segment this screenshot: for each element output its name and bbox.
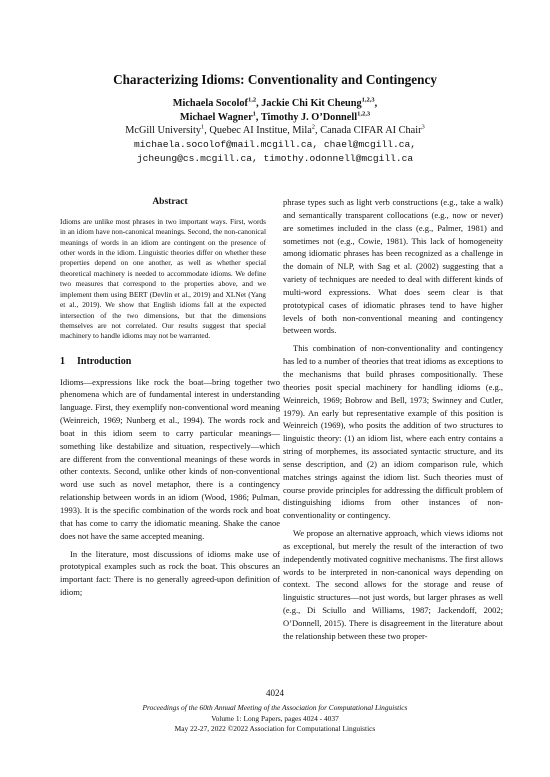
affil-marker: 1,2	[247, 96, 257, 104]
section-heading	[60, 356, 280, 369]
author-name: Michael Wagner	[179, 111, 253, 123]
paragraph: Idioms—expressions like rock the boat—bring together two phenomena which are of fundamental interest in understanding language. First, they exemplify non-conventional word meaning (Weinreich, 1969; Nunberg et al., 1994). The words rock and boat in this idiom seem to carry particular meanings—something like destabilize and situation, respectively—which are different from the conventional meanings of these words in other contexts. Second, unlike other kinds of non-conventional word use such as novel metaphor, there is a contingency relationship between words in an idiom (Wood, 1986; Pulman, 1993). It is the specific combination of the words rock and boat that has come to carry the idiomatic meaning. Shake the canoe does not have the same accepted meaning.	[60, 376, 280, 541]
right-column	[283, 196, 503, 643]
affil-marker: 1,2,3	[357, 110, 371, 118]
author-block	[0, 97, 550, 166]
affil-marker: 3	[421, 123, 425, 131]
footer-line: Volume 1: Long Papers, pages 4024 - 4037	[211, 713, 339, 723]
affil-text: McGill University	[125, 125, 202, 137]
footer-line: May 22-27, 2022 ©2022 Association for Computational Linguistics	[174, 724, 376, 734]
section-title: Introduction	[77, 355, 132, 367]
paragraph: phrase types such as light verb constructions (e.g., take a walk) and semantically transparent collocations (e.g., now or never) are sometimes included in the class (e.g., Palmer, 1981) and sometimes not (e.g., Cowie, 1981). This lack of homogeneity among idiomatic phrases has been recognized as a challenge in the domain of NLP, with Sag et al. (2002) suggesting that a variety of techniques are needed to deal with different kinds of multi-word expressions. What does seem clear is that prototypical cases of idiomatic phrases tend to have higher levels of both non-conventional meaning and contingency between words.	[283, 197, 503, 336]
affiliations	[0, 124, 550, 138]
page-number: 4024	[266, 688, 284, 698]
footer-line: Proceedings of the 60th Annual Meeting of the Association for Computational Linguistics	[142, 703, 408, 712]
affil-text: , Quebec AI Institue, Mila	[204, 125, 312, 137]
email-line-2[interactable]: jcheung@cs.mcgill.ca, timothy.odonnell@mcgill.ca	[136, 152, 414, 164]
abstract-heading: Abstract	[152, 197, 188, 207]
separator: ,	[374, 98, 378, 109]
proceedings-footer	[0, 703, 550, 735]
email-line-1[interactable]: michaela.socolof@mail.mcgill.ca, chael@mcgill.ca,	[133, 139, 417, 151]
left-column	[60, 196, 280, 599]
affil-text: , Canada CIFAR AI Chair	[315, 125, 422, 137]
section-number: 1	[60, 355, 65, 367]
affil-marker: 1	[252, 110, 256, 118]
abstract-body: Idioms are unlike most phrases in two important ways. First, words in an idiom have non-canonical meanings. Second, the non-canonical meanings of words in an idiom are contingent on the presence of other words in the idiom. Linguistic theories differ on whether these properties depend on one another, as well as whether special theoretical machinery is needed to accommodate idioms. We define two measures that correspond to the properties above, and we implement them using BERT (Devlin et al., 2019) and XLNet (Yang et al., 2019). We show that English idioms fall at the expected intersection of the two dimensions, but that the dimensions themselves are not correlated. Our results suggest that special machinery to handle idioms may not be warranted.	[60, 216, 266, 341]
author-name: , Timothy J. O’Donnell	[255, 111, 358, 123]
paragraph: We propose an alternative approach, which views idioms not as exceptional, but merely the result of the interaction of two independently motivated cognitive mechanisms. The first allows words to be interpreted in non-canonical ways depending on context. The second allows for the storage and reuse of linguistic structures—not just words, but larger phrases as well (e.g., Di Sciullo and Williams, 1987; Jackendoff, 2002; O’Donnell, 2015). There is disagreement in the literature about the relationship between these two proper-	[283, 528, 503, 641]
author-line-1	[0, 97, 550, 111]
author-name: Michaela Socolof	[172, 98, 248, 109]
affil-marker: 1	[201, 123, 205, 131]
affil-marker: 2	[311, 123, 316, 131]
affil-marker: 1,2,3	[361, 96, 375, 104]
author-line-2	[0, 111, 550, 125]
paragraph: In the literature, most discussions of idioms make use of prototypical examples such as rock the boat. This obscures an important fact: There is no generally agreed-upon definition of idiom;	[60, 548, 280, 598]
paper-title: Characterizing Idioms: Conventionality and Contingency	[113, 72, 437, 87]
paragraph: This combination of non-conventionality and contingency has led to a number of theories that treat idioms as exceptions to the mechanisms that build phrases compositionally. These theories posit special machinery for handling idioms (e.g., Weinreich, 1969; Bobrow and Bell, 1973; Swinney and Cutler, 1979). An early but representative example of this position is Weinreich (1969), who posits the addition of two structures to linguistic theory: (1) an idiom list, where each entry contains a string of morphemes, its associated syntactic structure, and its sense description, and (2) an idiom comparison rule, which matches strings against the idiom list. Such theories must of course provide principles for addressing the difficult problem of distinguishing idioms from other instances of non-conventionality or contingency.	[283, 343, 503, 521]
author-name: , Jackie Chi Kit Cheung	[256, 98, 362, 109]
